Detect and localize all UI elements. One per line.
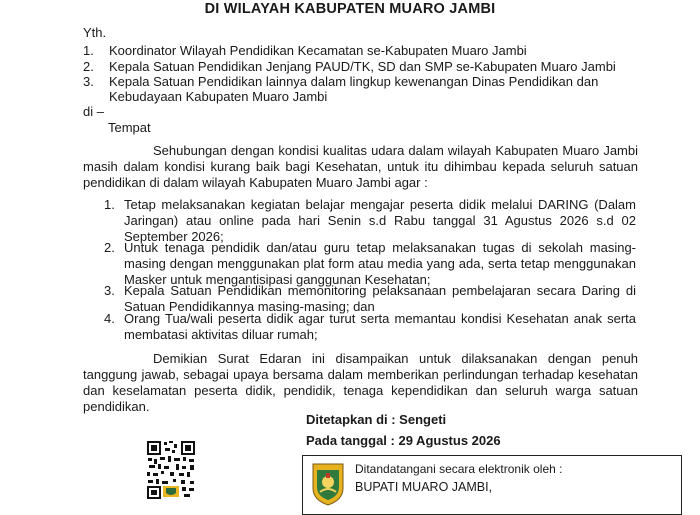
point-text: Orang Tua/wali peserta didik agar turut serta memantau kondisi Kesehatan anak serta membatasi aktivitas diluar rumah; [124, 311, 636, 342]
regency-emblem-icon [311, 462, 345, 506]
point-text: Untuk tenaga pendidik dan/atau guru tetap melaksanakan tugas di sekolah masing-masing dengan menggunakan plat form atau media yang ada, serta tetap menggunakan Masker untuk mengantisipasi ganggunan Kesehatan; [124, 240, 636, 287]
point-text: Tetap melaksanakan kegiatan belajar mengajar peserta didik melalui DARING (Dalam Jaringan) atau online pada hari Senin s.d Rabu tanggal 31 Agustus 2026 s.d 02 September 2026; [124, 197, 636, 244]
recipient-number: 3. [83, 74, 94, 89]
recipient-item-continued: Kebudayaan Kabupaten Muaro Jambi [109, 89, 328, 104]
recipient-item: Kepala Satuan Pendidikan lainnya dalam lingkup kewenangan Dinas Pendidikan dan [109, 74, 599, 89]
recipient-item: Kepala Satuan Pendidikan Jenjang PAUD/TK, SD dan SMP se-Kabupaten Muaro Jambi [109, 59, 616, 74]
recipient-number: 2. [83, 59, 94, 74]
letter-heading: DI WILAYAH KABUPATEN MUARO JAMBI [204, 1, 496, 17]
point-number: 4. [104, 311, 115, 326]
place-label: Tempat [108, 120, 151, 135]
salutation: Yth. [83, 25, 107, 40]
point-number: 2. [104, 240, 115, 255]
intro-paragraph: Sehubungan dengan kondisi kualitas udara dalam wilayah Kabupaten Muaro Jambi masih dalam kondisi kurang baik bagi Kesehatan, untuk itu dihimbau kepada seluruh satuan pendidikan di dalam wilayah Kabupaten Muaro Jambi agar : [83, 143, 638, 190]
recipient-item: Koordinator Wilayah Pendidikan Kecamatan se-Kabupaten Muaro Jambi [109, 43, 527, 58]
point-text: Kepala Satuan Pendidikan memonitoring pelaksanaan pembelajaran secara Daring di Satuan Pendidikannya masing-masing; dan [124, 283, 636, 314]
date-of-issue: Pada tanggal : 29 Agustus 2026 [306, 433, 501, 448]
electronic-signature-box [302, 455, 682, 515]
point-number: 1. [104, 197, 115, 212]
closing-paragraph: Demikian Surat Edaran ini disampaikan untuk dilaksanakan dengan penuh tanggung jawab, sebagai upaya bersama dalam memberikan perlindungan terhadap kesehatan dan keselamatan peserta didik, pendidik, tenaga kependidikan dan seluruh warga satuan pendidikan. [83, 351, 638, 414]
qr-code-icon [146, 440, 196, 500]
e-signed-label: Ditandatangani secara elektronik oleh : [355, 462, 563, 476]
recipient-number: 1. [83, 43, 94, 58]
official-title: BUPATI MUARO JAMBI, [355, 480, 493, 494]
di-label: di – [83, 104, 104, 119]
place-of-issue: Ditetapkan di : Sengeti [306, 412, 447, 427]
point-number: 3. [104, 283, 115, 298]
